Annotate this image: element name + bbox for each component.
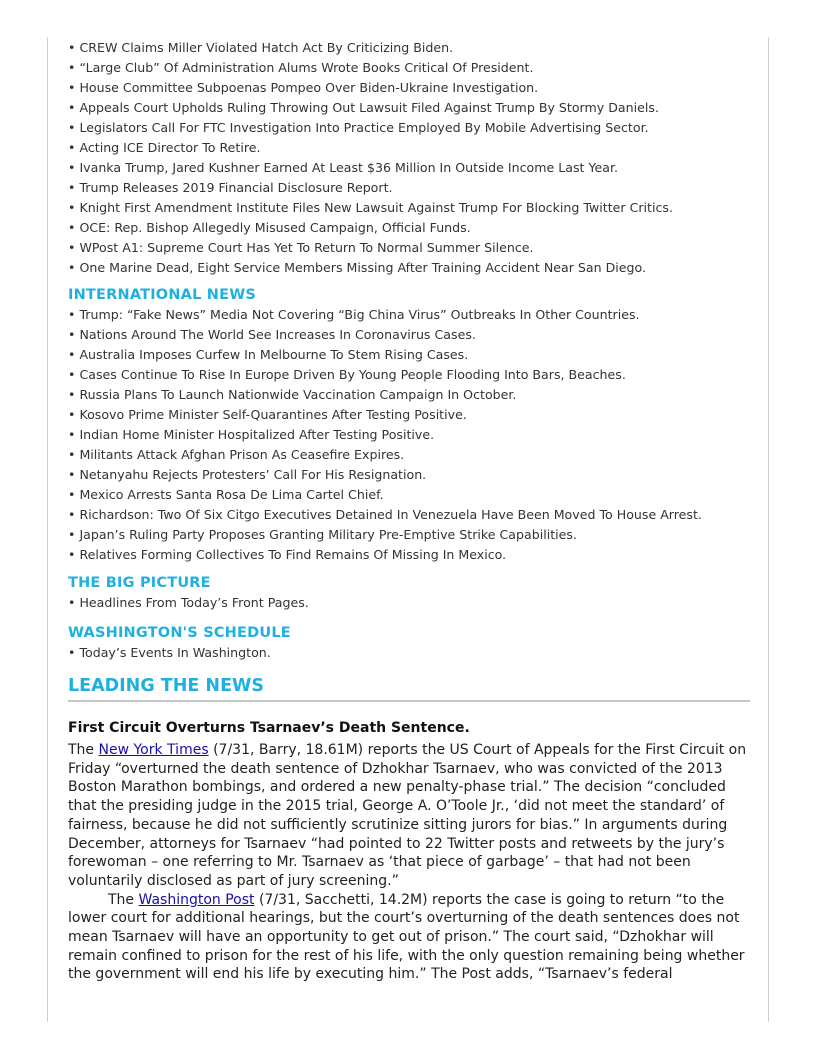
paragraph-lead: The <box>108 891 139 908</box>
headline-text[interactable]: House Committee Subpoenas Pompeo Over Biden-Ukraine Investigation. <box>79 80 539 95</box>
bullet-icon: • <box>68 80 80 95</box>
headline-text[interactable]: One Marine Dead, Eight Service Members Missing After Training Accident Near San Diego. <box>79 260 647 275</box>
headline-text[interactable]: Headlines From Today’s Front Pages. <box>79 595 309 610</box>
headline-item[interactable] <box>68 445 750 465</box>
headline-text[interactable]: Indian Home Minister Hospitalized After Testing Positive. <box>79 427 435 442</box>
headline-item[interactable] <box>68 465 750 485</box>
headline-item[interactable] <box>68 305 750 325</box>
bullet-icon: • <box>68 307 80 322</box>
bullet-icon: • <box>68 427 80 442</box>
leading-the-news-heading: LEADING THE NEWS <box>68 674 750 702</box>
story-paragraph-2 <box>68 891 750 985</box>
headline-text[interactable]: Acting ICE Director To Retire. <box>79 140 261 155</box>
bullet-icon: • <box>68 547 80 562</box>
headline-item[interactable] <box>68 178 750 198</box>
national-news-list <box>68 38 750 278</box>
international-news-list <box>68 305 750 565</box>
bullet-icon: • <box>68 40 80 55</box>
headline-text[interactable]: Nations Around The World See Increases In Coronavirus Cases. <box>79 327 476 342</box>
bullet-icon: • <box>68 347 80 362</box>
bullet-icon: • <box>68 407 80 422</box>
big-picture-list <box>68 593 750 613</box>
headline-item[interactable] <box>68 345 750 365</box>
headline-item[interactable] <box>68 405 750 425</box>
bullet-icon: • <box>68 200 80 215</box>
washington-post-link[interactable]: Washington Post <box>138 891 255 908</box>
headline-text[interactable]: Japan’s Ruling Party Proposes Granting Military Pre-Emptive Strike Capabilities. <box>79 527 577 542</box>
headline-text[interactable]: Today’s Events In Washington. <box>79 645 271 660</box>
headline-item[interactable] <box>68 325 750 345</box>
bullet-icon: • <box>68 140 80 155</box>
bullet-icon: • <box>68 240 80 255</box>
headline-item[interactable] <box>68 365 750 385</box>
headline-text[interactable]: Australia Imposes Curfew In Melbourne To Stem Rising Cases. <box>79 347 469 362</box>
bullet-icon: • <box>68 387 80 402</box>
headline-text[interactable]: Russia Plans To Launch Nationwide Vaccination Campaign In October. <box>79 387 517 402</box>
headline-text[interactable]: Relatives Forming Collectives To Find Remains Of Missing In Mexico. <box>79 547 507 562</box>
story-paragraph-1 <box>68 741 750 891</box>
bullet-icon: • <box>68 220 80 235</box>
headline-text[interactable]: Mexico Arrests Santa Rosa De Lima Cartel Chief. <box>79 487 384 502</box>
headline-text[interactable]: Knight First Amendment Institute Files New Lawsuit Against Trump For Blocking Twitter Critics. <box>79 200 673 215</box>
story-title: First Circuit Overturns Tsarnaev’s Death Sentence. <box>68 720 470 736</box>
paragraph-lead: The <box>68 742 99 758</box>
bullet-icon: • <box>68 260 80 275</box>
headline-item[interactable] <box>68 98 750 118</box>
bullet-icon: • <box>68 327 80 342</box>
headline-text[interactable]: Ivanka Trump, Jared Kushner Earned At Least $36 Million In Outside Income Last Year. <box>79 160 618 175</box>
headline-item[interactable] <box>68 643 750 663</box>
bullet-icon: • <box>68 645 80 660</box>
headline-text[interactable]: Trump Releases 2019 Financial Disclosure Report. <box>79 180 393 195</box>
headline-item[interactable] <box>68 525 750 545</box>
bullet-icon: • <box>68 100 80 115</box>
headline-item[interactable] <box>68 218 750 238</box>
headline-item[interactable] <box>68 38 750 58</box>
bullet-icon: • <box>68 60 80 75</box>
headline-item[interactable] <box>68 545 750 565</box>
international-news-heading: INTERNATIONAL NEWS <box>68 287 257 303</box>
headline-item[interactable] <box>68 485 750 505</box>
bullet-icon: • <box>68 180 80 195</box>
headline-item[interactable] <box>68 385 750 405</box>
headline-text[interactable]: Kosovo Prime Minister Self-Quarantines After Testing Positive. <box>79 407 467 422</box>
headline-item[interactable] <box>68 593 750 613</box>
headline-text[interactable]: Richardson: Two Of Six Citgo Executives Detained In Venezuela Have Been Moved To House Arrest. <box>79 507 702 522</box>
headline-item[interactable] <box>68 198 750 218</box>
headline-text[interactable]: Appeals Court Upholds Ruling Throwing Out Lawsuit Filed Against Trump By Stormy Daniels. <box>79 100 659 115</box>
headline-item[interactable] <box>68 78 750 98</box>
headline-text[interactable]: “Large Club” Of Administration Alums Wrote Books Critical Of President. <box>79 60 534 75</box>
headline-text[interactable]: Legislators Call For FTC Investigation Into Practice Employed By Mobile Advertising Sector. <box>79 120 649 135</box>
headline-text[interactable]: OCE: Rep. Bishop Allegedly Misused Campaign, Official Funds. <box>79 220 471 235</box>
headline-item[interactable] <box>68 118 750 138</box>
headline-item[interactable] <box>68 505 750 525</box>
headline-item[interactable] <box>68 258 750 278</box>
bullet-icon: • <box>68 467 80 482</box>
headline-item[interactable] <box>68 58 750 78</box>
headline-item[interactable] <box>68 158 750 178</box>
headline-text[interactable]: Netanyahu Rejects Protesters’ Call For His Resignation. <box>79 467 427 482</box>
headline-text[interactable]: Trump: “Fake News” Media Not Covering “Big China Virus” Outbreaks In Other Countries. <box>79 307 640 322</box>
bullet-icon: • <box>68 160 80 175</box>
nytimes-link[interactable]: New York Times <box>98 742 209 758</box>
washington-schedule-list <box>68 643 750 663</box>
headline-item[interactable] <box>68 138 750 158</box>
big-picture-heading: THE BIG PICTURE <box>68 575 211 591</box>
bullet-icon: • <box>68 487 80 502</box>
headline-text[interactable]: Cases Continue To Rise In Europe Driven By Young People Flooding Into Bars, Beaches. <box>79 367 626 382</box>
bullet-icon: • <box>68 595 80 610</box>
bullet-icon: • <box>68 447 80 462</box>
headline-text[interactable]: Militants Attack Afghan Prison As Ceasefire Expires. <box>79 447 405 462</box>
paragraph-text: (7/31, Barry, 18.61M) reports the US Court of Appeals for the First Circuit on Friday “overturned the death sentence of Dzhokhar Tsarnaev, who was convicted of the 2013 Boston Marathon bombings, and ordered a new penalty-phase trial.” The decision “concluded that the presiding judge in the 2015 trial, George A. O’Toole Jr., ‘did not meet the standard’ of fairness, because he did not sufficiently scrutinize sitting jurors for bias.” In arguments during December, attorneys for Tsarnaev “had pointed to 22 Twitter posts and retweets by the jury’s forewoman – one referring to Mr. Tsarnaev as ‘that piece of garbage’ – that had not been voluntarily disclosed as part of jury screening.” <box>68 742 747 889</box>
bullet-icon: • <box>68 120 80 135</box>
paragraph-text: (7/31, Sacchetti, 14.2M) reports the case is going to return “to the lower court for additional hearings, but the court’s overturning of the death sentences does not mean Tsarnaev will have an opportunity to get out of prison.” The court said, “Dzhokhar will remain confined to prison for the rest of his life, with the only question remaining being whether the government will end his life by executing him.” The Post adds, “Tsarnaev’s federal <box>68 891 745 983</box>
bullet-icon: • <box>68 507 80 522</box>
headline-item[interactable] <box>68 425 750 445</box>
bullet-icon: • <box>68 367 80 382</box>
washington-schedule-heading: WASHINGTON'S SCHEDULE <box>68 625 291 641</box>
headline-text[interactable]: CREW Claims Miller Violated Hatch Act By Criticizing Biden. <box>79 40 454 55</box>
headline-text[interactable]: WPost A1: Supreme Court Has Yet To Return To Normal Summer Silence. <box>79 240 534 255</box>
newsletter-content <box>68 38 750 984</box>
bullet-icon: • <box>68 527 80 542</box>
headline-item[interactable] <box>68 238 750 258</box>
